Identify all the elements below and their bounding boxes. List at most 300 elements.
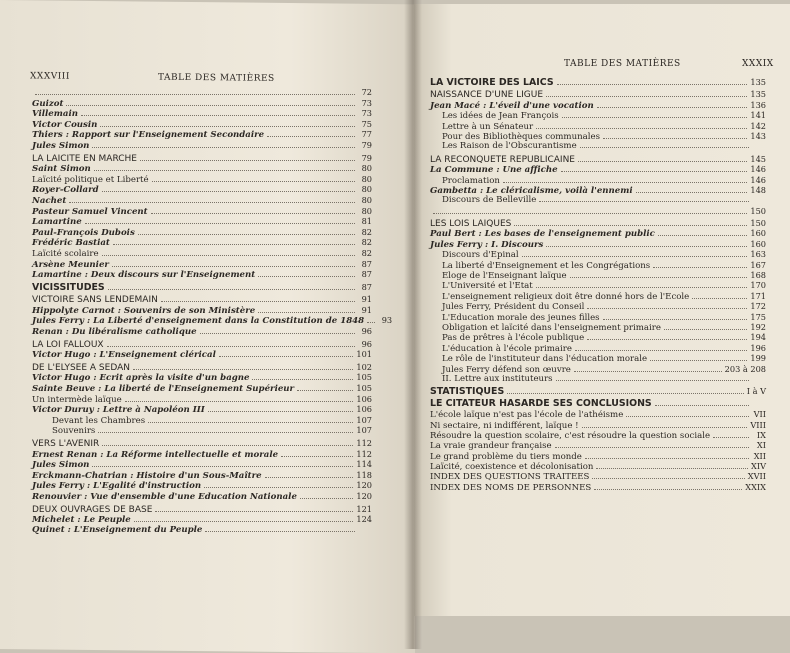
toc-entry — [430, 451, 766, 461]
dot-leader — [258, 276, 355, 277]
toc-entry-page: 112 — [356, 438, 372, 448]
dot-leader — [574, 371, 722, 372]
toc-entry — [32, 383, 372, 394]
toc-entry — [430, 239, 766, 249]
dot-leader — [85, 223, 355, 224]
toc-entry-title: Pas de prêtres à l'école publique — [442, 333, 585, 344]
toc-entry-title: La liberté d'Enseignement et les Congrégations — [442, 260, 651, 271]
toc-entry-title: Arsène Meunier — [32, 259, 109, 270]
toc-entry-page: 142 — [750, 120, 766, 131]
dot-leader — [205, 531, 355, 532]
toc-entry-title: DE L'ELYSEE A SEDAN — [32, 362, 130, 373]
toc-entry — [32, 525, 372, 536]
toc-entry-page: VII — [753, 409, 766, 420]
toc-entry — [32, 349, 372, 360]
toc-entry-title: L'enseignement religieux doit être donné hors de l'Ecole — [442, 291, 690, 302]
toc-entry — [32, 425, 372, 436]
toc-entry-page: 121 — [356, 503, 372, 514]
toc-entry-page: 171 — [750, 290, 766, 301]
toc-entry-title: VERS L'AVENIR — [32, 439, 100, 449]
toc-entry — [32, 326, 372, 337]
toc-entry-page: 80 — [361, 205, 372, 216]
dot-leader — [556, 380, 749, 381]
toc-entry — [32, 259, 372, 270]
toc-entry-page: XVII — [747, 471, 766, 482]
toc-entry-title: Paul Bert : Les bases de l'enseignement public — [430, 229, 655, 240]
running-head-right: TABLE DES MATIÈRES — [564, 59, 681, 69]
toc-entry — [32, 98, 372, 109]
running-head-left: TABLE DES MATIÈRES — [158, 72, 275, 84]
toc-entry-page: 82 — [361, 237, 372, 248]
dot-leader — [603, 319, 748, 320]
toc-entry-title: LE CITATEUR HASARDE SES CONCLUSIONS — [430, 397, 652, 409]
toc-entry-page: 120 — [356, 490, 372, 501]
dot-leader — [636, 192, 748, 193]
toc-entry-title: Guizot — [32, 98, 64, 109]
toc-entry — [32, 339, 372, 350]
toc-entry — [32, 449, 372, 460]
toc-entry — [430, 270, 766, 280]
toc-entry — [430, 322, 766, 332]
toc-entry-title: Le rôle de l'instituteur dans l'éducation morale — [442, 354, 648, 365]
toc-entry-title: Résoudre la question scolaire, c'est résoudre la question sociale — [430, 430, 711, 441]
toc-entry — [32, 315, 393, 327]
toc-entry — [32, 129, 372, 140]
dot-leader — [152, 181, 355, 182]
toc-entry-page: 203 à 208 — [724, 363, 766, 374]
toc-entry-title: LA LOI FALLOUX — [32, 339, 104, 350]
toc-entry-title: L'école laïque n'est pas l'école de l'athéisme — [430, 410, 624, 421]
toc-entry-page: 106 — [356, 404, 372, 415]
toc-entry-page: 91 — [361, 294, 372, 305]
toc-entry-page: 112 — [356, 448, 372, 459]
toc-entry-title: Erckmann-Chatrian : Histoire d'un Sous-Maître — [32, 470, 262, 481]
toc-entry-page: 199 — [750, 353, 766, 364]
toc-entry-page: 160 — [750, 228, 766, 239]
toc-entry — [430, 141, 766, 151]
toc-entry-title: II. Lettre aux instituteurs — [442, 373, 553, 384]
toc-entry-page: 172 — [750, 301, 766, 312]
dot-leader — [561, 171, 748, 172]
toc-entry — [430, 353, 766, 363]
toc-entry-page: 146 — [750, 164, 766, 175]
toc-entry-page: XIV — [751, 461, 766, 472]
toc-entry — [430, 420, 766, 430]
toc-entry — [430, 280, 766, 290]
dot-leader — [650, 360, 747, 361]
toc-entry-title: Lamartine : Deux discours sur l'Enseignement — [32, 270, 256, 281]
toc-entry-title: Pasteur Samuel Vincent — [32, 206, 148, 217]
toc-entry-title: Jules Simon — [32, 140, 90, 151]
dot-leader — [653, 267, 747, 268]
toc-entry-page: 80 — [361, 194, 372, 205]
toc-entry-title: Eloge de l'Enseignant laïque — [442, 271, 567, 282]
toc-list-right — [430, 75, 766, 492]
toc-entry — [32, 87, 372, 98]
toc-entry-page: 167 — [750, 259, 766, 270]
toc-entry-page: 168 — [750, 270, 766, 281]
toc-entry-page: XII — [753, 450, 766, 461]
toc-entry — [430, 461, 766, 471]
dot-leader — [692, 298, 747, 299]
dot-leader — [265, 477, 354, 478]
toc-entry — [430, 77, 766, 87]
toc-entry-page: 150 — [750, 218, 766, 229]
dot-leader — [603, 138, 747, 139]
toc-entry-title: Gambetta : Le cléricalisme, voilà l'ennemi — [430, 185, 633, 196]
toc-entry — [430, 154, 766, 164]
dot-leader — [133, 369, 353, 370]
dot-leader — [575, 350, 747, 351]
toc-entry-title: Proclamation — [442, 175, 500, 186]
toc-entry-title: Les Raison de l'Obscurantisme — [442, 141, 577, 152]
dot-leader — [597, 107, 748, 108]
dot-leader — [585, 458, 749, 459]
toc-entry-page: 81 — [361, 216, 372, 227]
dot-leader — [594, 489, 742, 490]
dot-leader — [108, 289, 355, 290]
toc-entry — [32, 227, 372, 238]
dot-leader — [148, 422, 353, 423]
dot-leader — [102, 191, 355, 192]
toc-entry-title: Victor Cousin — [32, 119, 98, 130]
toc-entry-title: Paul-François Dubois — [32, 227, 135, 238]
toc-entry-page: 124 — [356, 514, 372, 525]
toc-entry-page: IX — [756, 429, 766, 440]
toc-entry-title: La Commune : Une affiche — [430, 165, 558, 176]
toc-entry-title: Jules Ferry : La Liberté d'enseignement dans la Constitution de 1848 — [32, 316, 365, 327]
toc-entry-page: 120 — [356, 480, 372, 491]
toc-entry-title: Pour des Bibliothèques communales — [442, 131, 601, 142]
toc-entry — [430, 374, 766, 384]
toc-entry — [430, 228, 766, 238]
toc-entry-title: Frédéric Bastiat — [32, 238, 110, 249]
toc-entry-title: Le grand problème du tiers monde — [430, 451, 582, 462]
toc-entry-page: 118 — [356, 469, 372, 480]
toc-entry-title: LA LAICITE EN MARCHE — [32, 153, 137, 164]
dot-leader — [35, 94, 355, 95]
dot-leader — [587, 339, 747, 340]
dot-leader — [536, 287, 748, 288]
dot-leader — [113, 244, 355, 245]
toc-entry-title: Ernest Renan : La Réforme intellectuelle et morale — [32, 449, 279, 460]
toc-entry — [430, 471, 766, 481]
toc-entry-page: 107 — [356, 414, 372, 425]
dot-leader — [297, 390, 353, 391]
toc-entry-title: LES LOIS LAIQUES — [430, 219, 512, 230]
toc-entry — [430, 312, 766, 322]
dot-leader — [664, 329, 747, 330]
toc-entry-title: VICISSITUDES — [32, 281, 105, 293]
toc-entry — [32, 480, 372, 491]
toc-entry-title: Ni sectaire, ni indifférent, laïque ! — [430, 420, 579, 431]
toc-entry — [32, 237, 372, 248]
toc-entry — [32, 140, 372, 151]
toc-entry-title: Devant les Chambres — [52, 415, 146, 426]
dot-leader — [539, 201, 749, 202]
toc-entry-title: Lettre à un Sénateur — [442, 121, 534, 132]
toc-entry — [430, 100, 766, 110]
toc-entry-title: L'Université et l'Etat — [442, 281, 533, 292]
toc-entry-page: 143 — [750, 130, 766, 141]
toc-entry-page: 135 — [750, 89, 766, 100]
toc-entry — [32, 153, 372, 164]
toc-entry — [430, 121, 766, 131]
toc-entry-page: 102 — [356, 361, 372, 372]
dot-leader — [582, 427, 748, 428]
toc-entry — [430, 409, 766, 419]
dot-leader — [507, 393, 744, 394]
toc-list-left — [32, 87, 393, 535]
toc-entry — [430, 399, 766, 409]
toc-entry-title: Jules Ferry : L'Egalité d'instruction — [32, 481, 202, 492]
toc-entry-page: 107 — [356, 425, 372, 436]
toc-entry-title: Discours d'Epinal — [442, 250, 519, 261]
toc-entry-page: 75 — [361, 118, 372, 129]
toc-entry-page: 80 — [361, 163, 372, 174]
dot-leader — [107, 346, 355, 347]
toc-entry-title: Villemain — [32, 109, 78, 120]
toc-entry-title: Lamartine — [32, 217, 82, 228]
dot-leader — [578, 161, 747, 162]
dot-leader — [713, 437, 749, 438]
toc-entry-title: Un intermède laïque — [32, 394, 122, 405]
toc-entry-title: Renan : Du libéralisme catholique — [32, 327, 197, 338]
toc-entry-page: 148 — [750, 184, 766, 195]
toc-entry-title: INDEX DES NOMS DE PERSONNES — [430, 482, 592, 493]
toc-entry-page: 145 — [750, 153, 766, 164]
toc-entry — [430, 110, 766, 120]
toc-entry-title: Victor Duruy : Lettre à Napoléon III — [32, 405, 205, 416]
dot-leader — [587, 308, 747, 309]
toc-entry-title: LA RECONQUETE REPUBLICAINE — [430, 154, 575, 165]
toc-entry-title: Jean Macé : L'éveil d'une vocation — [430, 100, 594, 111]
toc-entry-page: 87 — [361, 281, 372, 292]
dot-leader — [596, 468, 748, 469]
toc-entry — [32, 269, 372, 280]
toc-entry-page: 101 — [356, 349, 372, 360]
toc-entry — [430, 131, 766, 141]
dot-leader — [138, 234, 355, 235]
toc-entry — [430, 440, 766, 450]
toc-entry — [32, 404, 372, 415]
toc-entry — [430, 291, 766, 301]
dot-leader — [281, 456, 353, 457]
dot-leader — [658, 235, 747, 236]
dot-leader — [92, 147, 355, 148]
toc-entry — [32, 415, 372, 426]
toc-entry-page: 192 — [750, 321, 766, 332]
toc-entry-page: 105 — [356, 383, 372, 394]
toc-entry-title: Nachet — [32, 195, 67, 206]
toc-entry-title: LA VICTOIRE DES LAICS — [430, 77, 554, 88]
toc-entry — [32, 362, 372, 373]
toc-entry-title: Renouvier : Vue d'ensemble d'une Education Nationale — [32, 491, 297, 502]
toc-entry — [32, 294, 372, 305]
toc-entry-page: 80 — [361, 184, 372, 195]
toc-entry — [430, 175, 766, 185]
toc-entry — [430, 332, 766, 342]
toc-entry — [430, 364, 766, 374]
dot-leader — [570, 277, 748, 278]
toc-entry-page: 170 — [750, 280, 766, 291]
toc-entry-page: 79 — [361, 152, 372, 163]
toc-entry-title: Hippolyte Carnot : Souvenirs de son Ministère — [32, 305, 256, 316]
toc-entry-page: 135 — [750, 77, 766, 87]
dot-leader — [592, 478, 744, 479]
toc-entry-title: Laïcité, coexistence et décolonisation — [430, 462, 594, 473]
toc-entry-title: DEUX OUVRAGES DE BASE — [32, 504, 153, 515]
toc-entry-page: XI — [756, 440, 766, 451]
dot-leader — [367, 322, 375, 323]
dot-leader — [252, 379, 353, 380]
dot-leader — [433, 213, 747, 214]
dot-leader — [626, 416, 749, 417]
toc-entry-page: 73 — [361, 97, 372, 108]
toc-entry-page: 93 — [381, 315, 393, 326]
dot-leader — [555, 447, 749, 448]
dot-leader — [94, 170, 355, 171]
dot-leader — [580, 147, 749, 148]
toc-entry-page: 146 — [750, 174, 766, 185]
toc-entry-title: Quinet : L'Enseignement du Peuple — [32, 524, 203, 535]
toc-entry — [430, 386, 766, 396]
toc-entry-page: VIII — [750, 419, 766, 430]
toc-entry — [32, 282, 372, 293]
book-gutter — [404, 0, 422, 649]
dot-leader — [503, 182, 747, 183]
dot-leader — [161, 301, 355, 302]
toc-entry-page: 82 — [361, 226, 372, 237]
toc-entry-title: Jules Ferry : I. Discours — [430, 239, 544, 250]
toc-entry — [430, 89, 766, 99]
toc-entry-title: Victor Hugo : Ecrit après la visite d'un bagne — [32, 373, 250, 384]
toc-entry-page: 114 — [356, 459, 372, 470]
dot-leader — [536, 128, 747, 129]
toc-entry — [430, 482, 766, 492]
dot-leader — [208, 411, 354, 412]
dot-leader — [546, 246, 747, 247]
toc-entry-title: Jules Ferry, Président du Conseil — [442, 302, 585, 313]
toc-entry-title: Souvenirs — [52, 426, 96, 437]
toc-entry — [32, 206, 372, 217]
toc-entry-title: L'Education morale des jeunes filles — [442, 312, 600, 323]
dot-leader — [655, 405, 749, 406]
toc-entry — [32, 163, 372, 174]
toc-entry-title: Jules Simon — [32, 460, 90, 471]
toc-entry-title: NAISSANCE D'UNE LIGUE — [430, 90, 544, 101]
toc-entry-page: 106 — [356, 393, 372, 404]
toc-entry-title: Victor Hugo : L'Enseignement clérical — [32, 350, 216, 361]
toc-entry-page: 77 — [361, 129, 372, 140]
dot-leader — [151, 213, 355, 214]
dot-leader — [546, 96, 747, 97]
toc-entry-page: 82 — [361, 247, 372, 258]
toc-entry-page: 150 — [750, 205, 766, 216]
dot-leader — [557, 84, 748, 85]
dot-leader — [204, 487, 353, 488]
dot-leader — [98, 432, 353, 433]
toc-entry-title: L'éducation à l'école primaire — [442, 343, 572, 354]
dot-leader — [300, 498, 353, 499]
dot-leader — [92, 466, 353, 467]
toc-entry-page: 96 — [361, 326, 372, 337]
dot-leader — [112, 266, 355, 267]
toc-entry-page: 87 — [361, 258, 372, 269]
dot-leader — [514, 225, 747, 226]
toc-entry-page: I à V — [746, 386, 766, 397]
toc-entry-page: 136 — [750, 99, 766, 110]
toc-entry-page: 80 — [361, 173, 372, 184]
dot-leader — [522, 256, 748, 257]
toc-entry — [32, 248, 372, 259]
toc-entry-page: 160 — [750, 238, 766, 249]
toc-entry-page: XXIX — [745, 481, 766, 492]
dot-leader — [140, 160, 355, 161]
toc-entry — [32, 119, 372, 130]
toc-entry-title: Saint Simon — [32, 164, 91, 175]
dot-leader — [134, 521, 354, 522]
toc-entry-page: 73 — [361, 108, 372, 119]
toc-entry-title: Thiers : Rapport sur l'Enseignement Secondaire — [32, 130, 265, 141]
toc-entry — [32, 108, 372, 119]
toc-entry — [430, 343, 766, 353]
toc-entry — [32, 184, 372, 195]
toc-entry — [32, 372, 372, 383]
toc-entry — [430, 301, 766, 311]
toc-entry-title: Jules Ferry défend son œuvre — [442, 364, 571, 375]
toc-entry-title: VICTOIRE SANS LENDEMAIN — [32, 295, 158, 306]
toc-entry — [32, 174, 372, 185]
dot-leader — [200, 333, 355, 334]
toc-entry-page: 96 — [361, 338, 372, 349]
toc-entry — [430, 195, 766, 205]
dot-leader — [219, 356, 354, 357]
dot-leader — [81, 115, 355, 116]
toc-entry — [32, 470, 372, 481]
toc-entry-title: Obligation et laïcité dans l'enseignement primaire — [442, 322, 661, 333]
toc-entry — [32, 216, 372, 227]
toc-entry — [32, 438, 372, 449]
toc-entry — [32, 305, 372, 316]
toc-entry — [32, 394, 372, 405]
toc-entry-title: Royer-Collard — [32, 185, 99, 196]
dot-leader — [562, 117, 748, 118]
folio-left: XXXVIII — [30, 71, 70, 82]
toc-entry-title: Sainte Beuve : La liberté de l'Enseignement Supérieur — [32, 384, 295, 395]
toc-entry-title: Discours de Belleville — [442, 195, 537, 206]
toc-entry-page: 79 — [361, 139, 372, 150]
toc-entry — [32, 504, 372, 515]
toc-entry — [32, 491, 372, 502]
dot-leader — [102, 445, 353, 446]
toc-entry-page: 194 — [750, 332, 766, 343]
toc-entry — [430, 249, 766, 259]
toc-entry — [430, 164, 766, 174]
folio-right: XXXIX — [742, 59, 774, 69]
toc-entry-title: Michelet : Le Peuple — [32, 515, 131, 526]
dot-leader — [69, 202, 355, 203]
toc-entry — [430, 206, 766, 216]
dot-leader — [267, 136, 355, 137]
toc-entry — [430, 218, 766, 228]
toc-entry-title: Laïcité scolaire — [32, 248, 99, 259]
dot-leader — [102, 255, 355, 256]
toc-entry-page: 196 — [750, 342, 766, 353]
toc-entry-title: La vraie grandeur française — [430, 441, 552, 452]
toc-entry-title: INDEX DES QUESTIONS TRAITEES — [430, 472, 590, 483]
toc-entry-title: STATISTIQUES — [430, 386, 505, 398]
